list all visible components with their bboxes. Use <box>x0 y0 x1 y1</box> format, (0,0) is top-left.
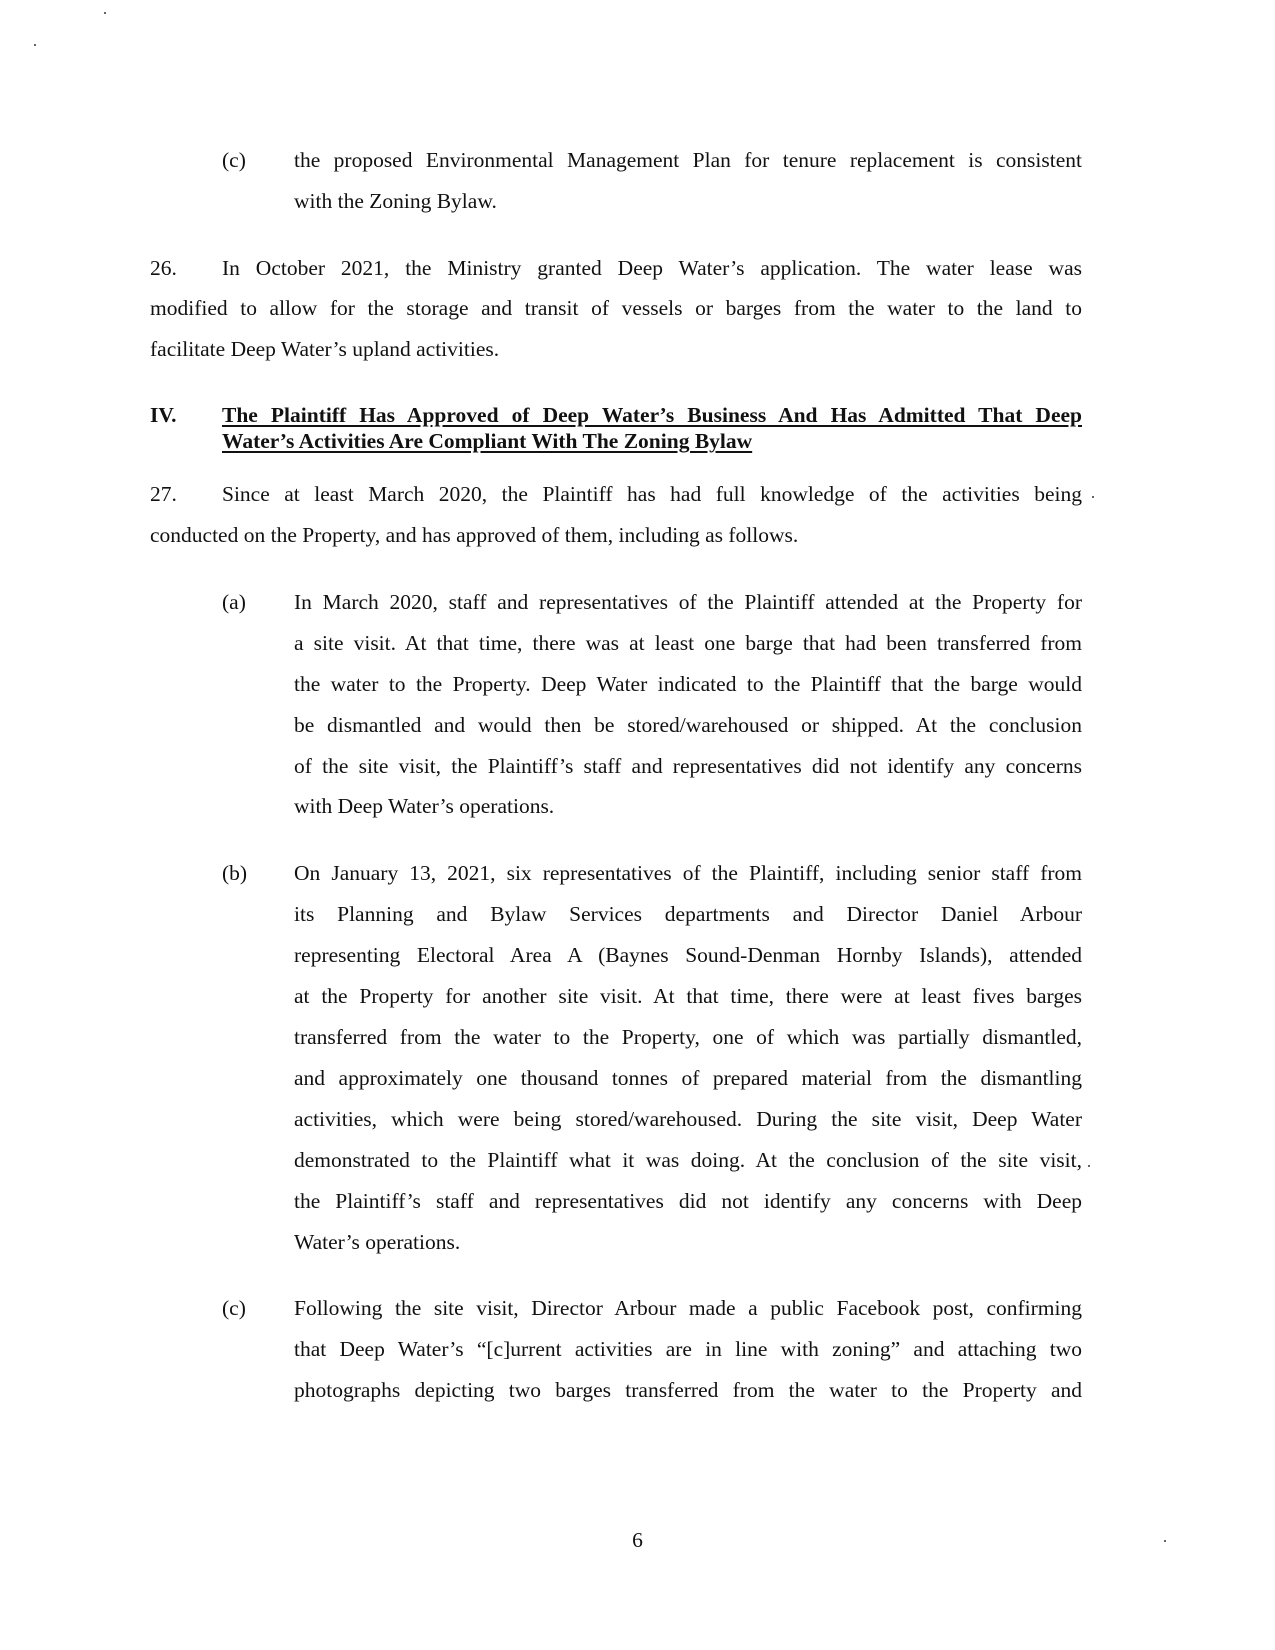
scan-speck <box>1092 496 1094 498</box>
paragraph-number: 27. <box>150 482 177 506</box>
body-line: On January 13, 2021, six representatives of the Plaintiff, including senior staff from <box>294 861 1082 885</box>
sub-item-label: (b) <box>222 861 248 885</box>
body-line: demonstrated to the Plaintiff what it was doing. At the conclusion of the site visit, <box>294 1148 1082 1172</box>
body-line: Following the site visit, Director Arbour made a public Facebook post, confirming <box>294 1296 1082 1320</box>
scan-speck <box>34 44 36 46</box>
body-line: the water to the Property. Deep Water indicated to the Plaintiff that the barge would <box>294 672 1082 696</box>
scan-speck <box>104 12 106 14</box>
body-line: activities, which were being stored/warehoused. During the site visit, Deep Water <box>294 1107 1082 1131</box>
body-line: representing Electoral Area A (Baynes Sound-Denman Hornby Islands), attended <box>294 943 1082 967</box>
scan-speck <box>1088 1165 1090 1167</box>
body-line: and approximately one thousand tonnes of prepared material from the dismantling <box>294 1066 1082 1090</box>
body-line: conducted on the Property, and has approved of them, including as follows. <box>150 523 799 547</box>
body-line: with Deep Water’s operations. <box>294 794 555 818</box>
paragraph-number: 26. <box>150 256 177 280</box>
body-line: of the site visit, the Plaintiff’s staff and representatives did not identify any concerns <box>294 754 1082 778</box>
body-line: Water’s operations. <box>294 1230 461 1254</box>
body-line: the proposed Environmental Management Plan for tenure replacement is consistent <box>294 148 1082 172</box>
body-line: at the Property for another site visit. At that time, there were at least fives barges <box>294 984 1082 1008</box>
sub-item-label: (c) <box>222 148 246 172</box>
scan-speck <box>1164 1540 1166 1542</box>
section-heading: The Plaintiff Has Approved of Deep Water’s Business And Has Admitted That Deep <box>222 403 1082 427</box>
body-line: Since at least March 2020, the Plaintiff has had full knowledge of the activities being <box>222 482 1082 506</box>
sub-item-label: (c) <box>222 1296 246 1320</box>
body-line: In March 2020, staff and representatives of the Plaintiff attended at the Property for <box>294 590 1082 614</box>
body-line: with the Zoning Bylaw. <box>294 189 497 213</box>
body-line: photographs depicting two barges transferred from the water to the Property and <box>294 1378 1082 1402</box>
body-line: facilitate Deep Water’s upland activities. <box>150 337 500 361</box>
section-heading: Water’s Activities Are Compliant With The Zoning Bylaw <box>222 429 753 453</box>
sub-item-label: (a) <box>222 590 246 614</box>
body-line: that Deep Water’s “[c]urrent activities are in line with zoning” and attaching two <box>294 1337 1082 1361</box>
body-line: In October 2021, the Ministry granted Deep Water’s application. The water lease was <box>222 256 1082 280</box>
body-line: modified to allow for the storage and transit of vessels or barges from the water to the land to <box>150 296 1082 320</box>
body-line: a site visit. At that time, there was at least one barge that had been transferred from <box>294 631 1082 655</box>
body-line: be dismantled and would then be stored/warehoused or shipped. At the conclusion <box>294 713 1082 737</box>
body-line: the Plaintiff’s staff and representatives did not identify any concerns with Deep <box>294 1189 1082 1213</box>
body-line: its Planning and Bylaw Services departments and Director Daniel Arbour <box>294 902 1082 926</box>
section-number: IV. <box>150 403 177 427</box>
body-line: transferred from the water to the Property, one of which was partially dismantled, <box>294 1025 1082 1049</box>
page-number: 6 <box>632 1528 643 1552</box>
